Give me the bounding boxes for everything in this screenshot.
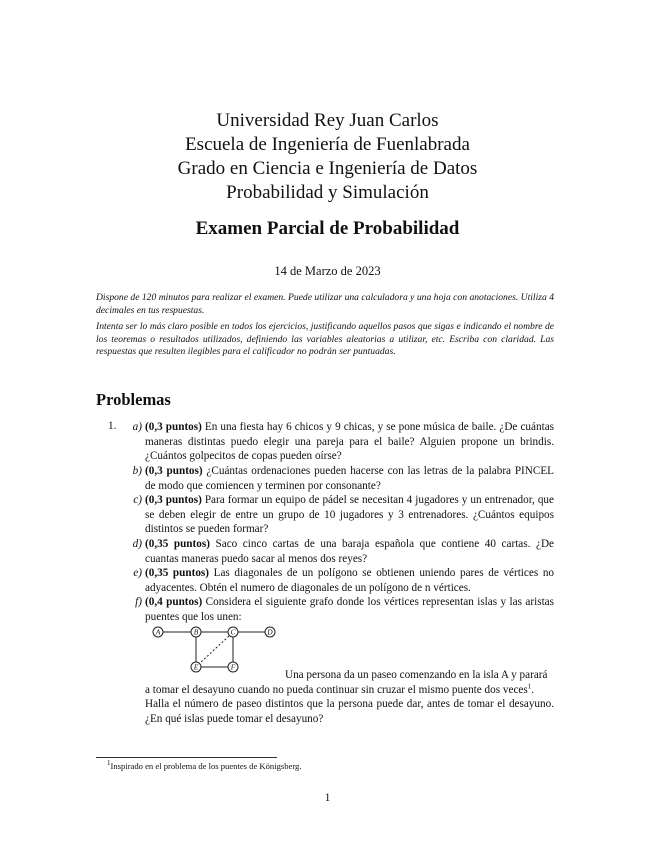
item-label: d) bbox=[132, 538, 142, 550]
page-number: 1 bbox=[324, 792, 331, 804]
svg-text:F: F bbox=[230, 662, 236, 672]
item-points: (0,4 puntos) bbox=[145, 596, 203, 608]
problem-item-d bbox=[126, 537, 554, 566]
item-text: ¿Cuántas ordenaciones pueden hacerse con las letras de la palabra PINCEL de modo que comiencen y terminen por consonante? bbox=[145, 465, 554, 492]
problem-item-e bbox=[126, 566, 554, 595]
node-f bbox=[228, 662, 238, 672]
item-label: e) bbox=[133, 567, 142, 579]
exam-title: Examen Parcial de Probabilidad bbox=[195, 218, 460, 239]
svg-text:E: E bbox=[193, 662, 199, 672]
node-c bbox=[228, 627, 238, 637]
course-name: Probabilidad y Simulación bbox=[226, 182, 429, 203]
item-points: (0,3 puntos) bbox=[145, 494, 202, 506]
edge-c-e bbox=[200, 636, 229, 663]
svg-text:C: C bbox=[230, 627, 236, 637]
svg-text:D: D bbox=[267, 627, 273, 637]
item-f-continuation-line1: Una persona da un paseo comenzando en la isla A y parará bbox=[285, 669, 548, 681]
footnote-divider bbox=[96, 757, 277, 758]
footnote-text: Inspirado en el problema de los puentes de Königsberg. bbox=[110, 761, 302, 771]
item-text: Saco cinco cartas de una baraja española que contiene 40 cartas. ¿De cuantas maneras puedo sacar al menos dos reyes? bbox=[145, 538, 554, 565]
item-text: Considera el siguiente grafo donde los vértices representan islas y las aristas puentes que los unen: bbox=[145, 596, 554, 623]
node-e bbox=[191, 662, 201, 672]
footnote-mark: 1 bbox=[107, 759, 111, 768]
item-text: Las diagonales de un polígono se obtienen uniendo pares de vértices no adyacentes. Obtén el numero de diagonales de un polígono de n vértices. bbox=[145, 567, 555, 594]
footnote bbox=[107, 761, 302, 771]
svg-text:A: A bbox=[155, 627, 161, 637]
svg-text:B: B bbox=[193, 627, 199, 637]
item-label: b) bbox=[132, 465, 142, 477]
instructions-paragraph-1: Dispone de 120 minutos para realizar el examen. Puede utilizar una calculadora y una hoja con anotaciones. Utiliza 4 decimales en tus respuestas. bbox=[96, 292, 554, 316]
exam-header bbox=[0, 109, 655, 205]
instructions-paragraph-2: Intenta ser lo más claro posible en todos los ejercicios, justificando aquellos pasos que sigas e indicando el nombre de los teoremas o resultados utilizados, definiendo las variables aleatorias a utilizar, etc. Escriba con claridad. Las respuestas que resulten ilegibles para el calificador no podrán ser puntuadas. bbox=[96, 321, 554, 358]
problem-item-a bbox=[126, 420, 554, 464]
item-points: (0,35 puntos) bbox=[145, 567, 209, 579]
item-f-continuation-line2: a tomar el desayuno cuando no pueda continuar sin cruzar el mismo puente dos veces$^1$. bbox=[145, 682, 535, 696]
footnote-ref: 1 bbox=[527, 682, 532, 691]
node-d bbox=[265, 627, 275, 637]
item-label: a) bbox=[132, 421, 142, 433]
item-points: (0,3 puntos) bbox=[145, 421, 202, 433]
item-f-continuation-rest: Halla el número de paseo distintos que la persona puede dar, antes de tomar el desayuno. ¿En qué islas puede tomar el desayuno? bbox=[145, 698, 554, 725]
item-label: f) bbox=[135, 596, 142, 608]
school-name: Escuela de Ingeniería de Fuenlabrada bbox=[185, 134, 470, 155]
problem-item-b bbox=[126, 464, 554, 493]
item-text: En una fiesta hay 6 chicos y 9 chicas, y se pone música de baile. ¿De cuántas maneras distintas puedo elegir una pareja para el baile? Alguien propone un brindis. ¿Cuántos golpecitos de copas pueden oírse? bbox=[145, 421, 555, 463]
item-text: Para formar un equipo de pádel se necesitan 4 jugadores y un entrenador, que se deben elegir de entre un grupo de 10 jugadores y 3 entrenadores. ¿Cuántos equipos distintos se pueden formar? bbox=[145, 494, 554, 536]
item-label: c) bbox=[133, 494, 142, 506]
exam-date: 14 de Marzo de 2023 bbox=[274, 264, 381, 278]
section-title: Problemas bbox=[96, 390, 171, 409]
university-name: Universidad Rey Juan Carlos bbox=[216, 110, 439, 131]
problem-number: 1. bbox=[108, 420, 117, 432]
island-bridge-graph bbox=[145, 621, 285, 679]
degree-name: Grado en Ciencia e Ingeniería de Datos bbox=[177, 158, 478, 179]
problem-item-c bbox=[126, 493, 554, 537]
node-a bbox=[153, 627, 163, 637]
item-points: (0,35 puntos) bbox=[145, 538, 210, 550]
item-points: (0,3 puntos) bbox=[145, 465, 203, 477]
problem-item-f bbox=[126, 595, 554, 624]
node-b bbox=[191, 627, 201, 637]
